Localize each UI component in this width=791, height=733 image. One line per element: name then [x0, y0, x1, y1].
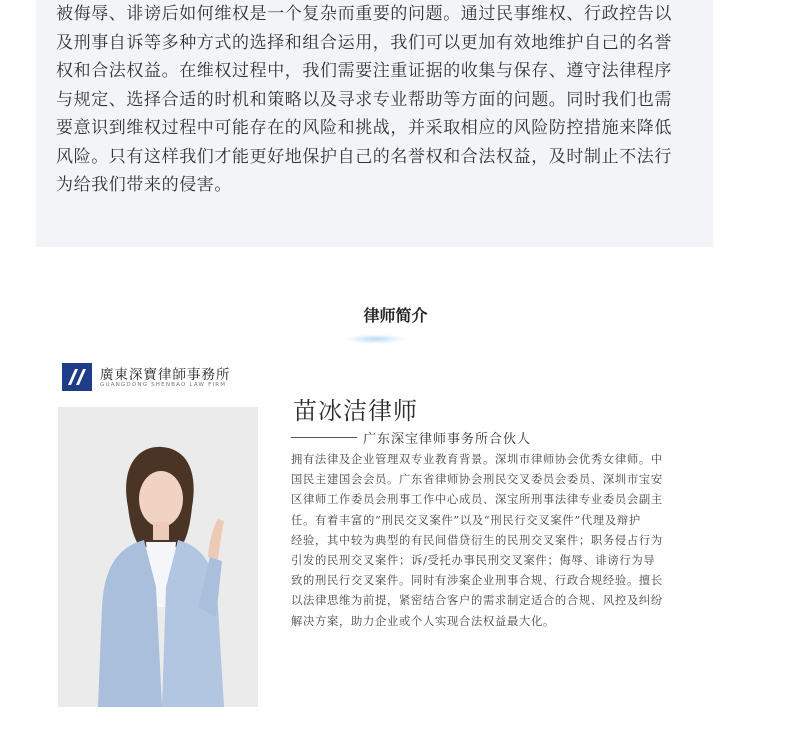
- summary-line: 与规定、选择合适的时机和策略以及寻求专业帮助等方面的问题。同时我们也需: [56, 89, 672, 110]
- bio-line: 区律师工作委员会刑事工作中心成员、深宝所刑事法律专业委员会副主: [291, 493, 663, 507]
- firm-logo: [62, 361, 242, 393]
- summary-line: 被侮辱、诽谤后如何维权是一个复杂而重要的问题。通过民事维权、行政控告以: [56, 4, 672, 24]
- role-divider: [291, 437, 357, 438]
- lawyer-role: 广东深宝律师事务所合伙人: [363, 432, 532, 447]
- title-underline-decoration: [345, 334, 405, 344]
- firm-name-en: GUANGDONG SHENBAO LAW FIRM: [100, 382, 227, 388]
- bio-line: 拥有法律及企业管理双专业教育背景。深圳市律师协会优秀女律师。中: [291, 453, 663, 466]
- lawyer-photo: [58, 407, 258, 707]
- summary-line: 为给我们带来的侵害。: [56, 175, 232, 195]
- firm-logo-mark-icon: [62, 363, 92, 391]
- firm-name-cn: 廣東深寶律師事務所: [100, 367, 231, 383]
- section-title: 律师简介: [363, 306, 428, 325]
- lawyer-name: 苗冰洁律师: [293, 397, 418, 425]
- summary-panel: [36, 0, 713, 247]
- bio-line: 以法律思维为前提，紧密结合客户的需求制定适合的合规、风控及纠纷: [291, 594, 663, 608]
- lawyer-bio: [291, 450, 691, 632]
- summary-line: 风险。只有这样我们才能更好地保护自己的名誉权和合法权益，及时制止不法行: [56, 146, 672, 167]
- bio-line: 引发的民刑交叉案件；诉/受托办事民刑交叉案件；侮辱、诽谤行为导: [291, 554, 656, 568]
- bio-line: 致的刑民行交叉案件。同时有涉案企业刑事合规、行政合规经验。擅长: [291, 574, 663, 588]
- summary-line: 权和合法权益。在维权过程中，我们需要注重证据的收集与保存、遵守法律程序: [56, 61, 672, 81]
- summary-paragraph: [56, 0, 696, 200]
- bio-line: 解决方案，助力企业或个人实现合法权益最大化。: [291, 614, 555, 628]
- bio-line: 经验，其中较为典型的有民间借贷衍生的民刑交叉案件；职务侵占行为: [291, 533, 663, 547]
- lawyer-profile-card: [58, 355, 698, 710]
- bio-line: 任。有着丰富的“刑民交叉案件”以及“刑民行交叉案件”代理及辩护: [291, 513, 641, 527]
- bio-line: 国民主建国会会员。广东省律师协会刑民交叉委员会委员、深圳市宝安: [291, 473, 663, 487]
- summary-line: 及刑事自诉等多种方式的选择和组合运用，我们可以更加有效地维护自己的名誉: [56, 32, 672, 53]
- summary-line: 要意识到维权过程中可能存在的风险和挑战，并采取相应的风险防控措施来降低: [56, 118, 672, 138]
